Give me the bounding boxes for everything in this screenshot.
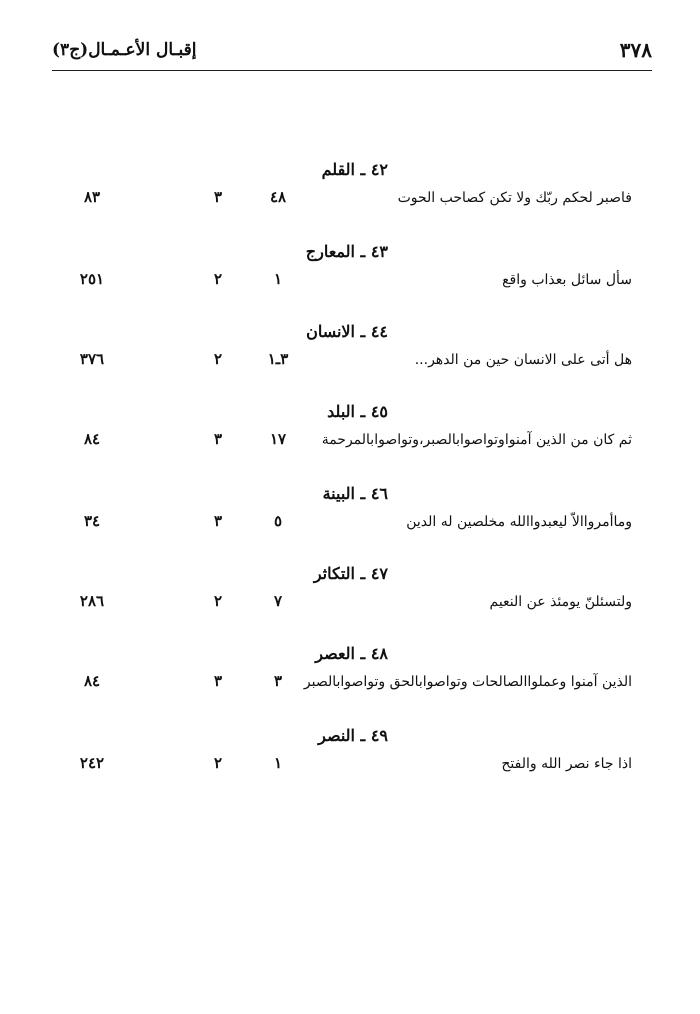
volume-number: ٢ bbox=[213, 754, 223, 772]
volume-number: ٣ bbox=[213, 430, 223, 448]
verse-text: هل أتى على الانسان حين من الدهر... bbox=[414, 352, 632, 368]
page-reference: ٢٤٢ bbox=[79, 754, 105, 772]
verse-text: ولتسئلنّ يومئذ عن النعيم bbox=[489, 594, 632, 610]
volume-number: ٣ bbox=[213, 188, 223, 206]
surah-section bbox=[0, 484, 700, 554]
page-reference: ٨٤ bbox=[83, 430, 101, 448]
volume-number: ٢ bbox=[213, 270, 223, 288]
verse-text: اذا جاء نصر الله والفتح bbox=[501, 756, 632, 772]
page-header bbox=[52, 38, 652, 71]
verse-text: وماأمرواالاّ ليعبدواالله مخلصين له الدين bbox=[406, 514, 632, 530]
volume-number: ٣ bbox=[213, 672, 223, 690]
surah-section bbox=[0, 402, 700, 472]
page-reference: ٣٧٦ bbox=[79, 350, 105, 368]
book-title: إقبـال الأعـمـال(ج٣) bbox=[52, 40, 197, 60]
surah-title: ٤٤ ـ الانسان bbox=[306, 322, 388, 341]
verse-number: ١ bbox=[273, 754, 283, 772]
verse-number: ٣ bbox=[273, 672, 283, 690]
verse-text: سأل سائل بعذاب واقع bbox=[502, 272, 632, 288]
surah-title: ٤٣ ـ المعارج bbox=[305, 242, 388, 261]
verse-text: ثم كان من الذين آمنواوتواصوابالصبر،وتواصوابالمرحمة bbox=[321, 432, 632, 448]
surah-title: ٤٥ ـ البلد bbox=[327, 402, 388, 421]
volume-number: ٢ bbox=[213, 592, 223, 610]
surah-title: ٤٢ ـ القلم bbox=[321, 160, 388, 179]
page-reference: ٣٤ bbox=[83, 512, 101, 530]
surah-title: ٤٦ ـ البينة bbox=[322, 484, 388, 503]
volume-number: ٢ bbox=[213, 350, 223, 368]
verse-number: ٤٨ bbox=[269, 188, 287, 206]
volume-number: ٣ bbox=[213, 512, 223, 530]
surah-section bbox=[0, 644, 700, 714]
surah-section bbox=[0, 160, 700, 230]
surah-section bbox=[0, 322, 700, 392]
verse-number: ١ bbox=[273, 270, 283, 288]
page-reference: ٢٥١ bbox=[79, 270, 105, 288]
page-reference: ٨٣ bbox=[83, 188, 101, 206]
surah-section bbox=[0, 242, 700, 312]
verse-number: ٥ bbox=[273, 512, 283, 530]
surah-title: ٤٨ ـ العصر bbox=[315, 644, 388, 663]
page-number: ٣٧٨ bbox=[619, 38, 652, 62]
verse-number: ٣ـ١ bbox=[267, 350, 289, 368]
verse-text: فاصبر لحكم ربّك ولا تكن كصاحب الحوت bbox=[397, 190, 632, 206]
verse-text: الذين آمنوا وعملواالصالحات وتواصوابالحق وتواصوابالصبر bbox=[303, 674, 632, 690]
verse-number: ٧ bbox=[273, 592, 283, 610]
page-reference: ٢٨٦ bbox=[79, 592, 105, 610]
surah-section bbox=[0, 726, 700, 796]
surah-section bbox=[0, 564, 700, 634]
verse-number: ١٧ bbox=[269, 430, 287, 448]
surah-title: ٤٩ ـ النصر bbox=[318, 726, 388, 745]
page-reference: ٨٤ bbox=[83, 672, 101, 690]
surah-title: ٤٧ ـ التكاثر bbox=[313, 564, 388, 583]
